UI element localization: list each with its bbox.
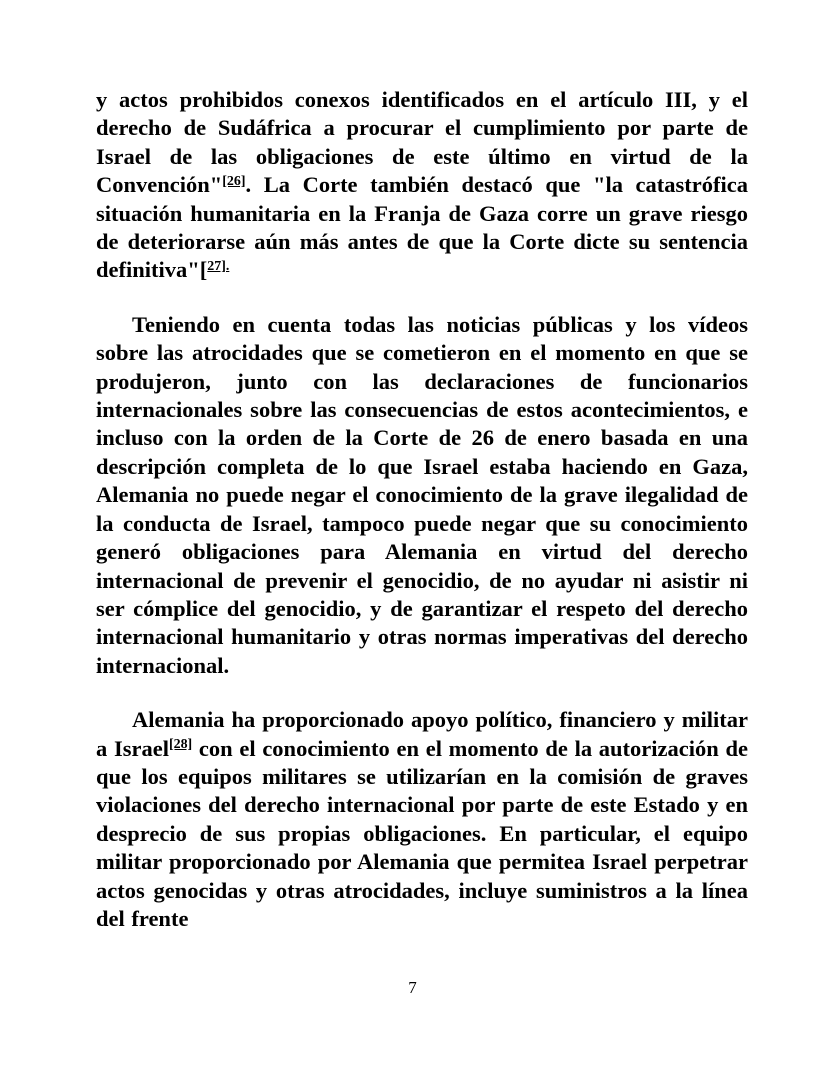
document-text-block bbox=[96, 86, 748, 959]
paragraph bbox=[96, 311, 748, 680]
footnote-ref[interactable]: [28] bbox=[168, 736, 193, 752]
text-run: y actos prohibidos conexos identificados en el artículo III, y el derecho de Sudáfrica a procurar el cumplimiento por parte de Israel de las obligaciones de este último en virtud de la Convención" bbox=[96, 87, 748, 198]
footnote-ref[interactable]: 27]. bbox=[207, 258, 230, 274]
page-number: 7 bbox=[408, 978, 417, 997]
paragraph bbox=[96, 86, 748, 285]
text-run: . La Corte también destacó que "la catastrófica situación humanitaria en la Franja de Gaza corre un grave riesgo de deteriorarse aún más antes de que la Corte dicte su sentencia definitiva"[ bbox=[96, 172, 748, 283]
text-run: Alemania ha proporcionado apoyo político, financiero y militar a Israel bbox=[96, 707, 748, 761]
paragraph bbox=[96, 706, 748, 933]
footnote-ref[interactable]: [26] bbox=[222, 173, 246, 189]
text-run: Teniendo en cuenta todas las noticias públicas y los vídeos sobre las atrocidades que se cometieron en el momento en que se produjeron, junto con las declaraciones de funcionarios internacionales sobre las consecuencias de estos acontecimientos, e incluso con la orden de la Corte de 26 de enero basada en una descripción completa de lo que Israel estaba haciendo en Gaza, Alemania no puede negar el conocimiento de la grave ilegalidad de la conducta de Israel, tampoco puede negar que su conocimiento generó obligaciones para Alemania en virtud del derecho internacional de prevenir el genocidio, de no ayudar ni asistir ni ser cómplice del genocidio, y de garantizar el respeto del derecho internacional humanitario y otras normas imperativas del derecho internacional. bbox=[96, 311, 748, 678]
text-run: con el conocimiento en el momento de la autorización de que los equipos militares se utilizarían en la comisión de graves violaciones del derecho internacional por parte de este Estado y en desprecio de sus propias obligaciones. En particular, el equipo militar proporcionado por Alemania que permitea Israel perpetrar actos genocidas y otras atrocidades, incluye suministros a la línea del frente bbox=[96, 735, 748, 931]
